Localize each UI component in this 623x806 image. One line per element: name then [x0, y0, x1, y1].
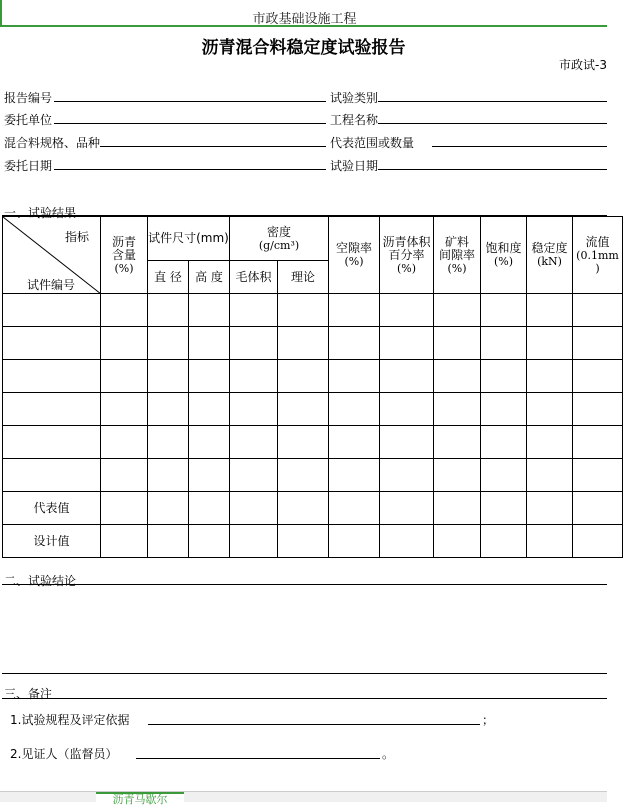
form-code: 市政试-3: [559, 58, 607, 72]
table-row: [3, 327, 623, 360]
design-row: [3, 525, 623, 558]
report-no-field[interactable]: [54, 101, 326, 102]
section2-rule: [2, 584, 607, 585]
mix-spec-label: 混合料规格、品种: [4, 136, 101, 150]
col-vma: 矿料 间隙率 (%): [434, 217, 481, 294]
scope-label: 代表范围或数量: [330, 136, 415, 150]
section2-heading: 二、试验结论: [4, 574, 77, 588]
project-header-bar: [0, 0, 607, 27]
client-field[interactable]: [54, 123, 326, 124]
entrust-date-label: 委托日期: [4, 159, 53, 173]
remark-item2-field[interactable]: [136, 758, 380, 759]
col-theoretical-density: 理论: [278, 261, 329, 294]
diagonal-header-cell: [3, 217, 101, 294]
remark-item2-end: 。: [382, 747, 395, 761]
sheet-tab-bar: [0, 791, 607, 806]
representative-row: [3, 492, 623, 525]
entrust-date-field[interactable]: [54, 169, 326, 170]
remark-item1-field[interactable]: [148, 724, 480, 725]
col-stability: 稳定度 (kN): [527, 217, 573, 294]
results-table: [2, 216, 623, 558]
col-saturation: 饱和度 (%): [481, 217, 527, 294]
section1-heading: 一、试验结果: [4, 206, 77, 220]
col-flow: 流值 (0.1mm ): [573, 217, 623, 294]
sheet-tab-active[interactable]: 沥青马歇尔: [96, 792, 184, 803]
table-row: [3, 459, 623, 492]
project-name-label: 工程名称: [330, 113, 379, 127]
col-asphalt-content: 沥青 含量 (%): [101, 217, 148, 294]
diag-bottom-label: 试件编号: [27, 278, 76, 292]
test-date-label: 试验日期: [330, 159, 379, 173]
col-vfa: 沥青体积 百分率 (%): [380, 217, 434, 294]
test-type-field[interactable]: [378, 101, 607, 102]
row-design-label: 设计值: [3, 525, 101, 558]
table-row: [3, 294, 623, 327]
diag-top-label: 指标: [65, 230, 90, 244]
project-name-field[interactable]: [378, 123, 607, 124]
remark-item1-end: ；: [482, 713, 495, 727]
test-date-field[interactable]: [378, 169, 607, 170]
mix-spec-field[interactable]: [100, 146, 326, 147]
section3-heading: 三、备注: [4, 687, 53, 701]
remark-item2-label: 2.见证人（监督员）: [10, 747, 118, 761]
table-row: [3, 360, 623, 393]
col-bulk-density: 毛体积: [230, 261, 278, 294]
client-label: 委托单位: [4, 113, 53, 127]
row-representative-label: 代表值: [3, 492, 101, 525]
remark-item1-label: 1.试验规程及评定依据: [10, 713, 130, 727]
project-name: 市政基础设施工程: [252, 12, 357, 27]
col-diameter: 直 径: [148, 261, 189, 294]
col-air-voids: 空隙率 (%): [329, 217, 380, 294]
section2-bottom-rule: [2, 673, 607, 674]
table-row: [3, 393, 623, 426]
report-no-label: 报告编号: [4, 91, 53, 105]
col-specimen-size: 试件尺寸(mm): [148, 217, 230, 261]
scope-field[interactable]: [432, 146, 607, 147]
section3-rule: [2, 698, 607, 699]
col-density: 密度 (g/cm³): [230, 217, 329, 261]
col-height: 高 度: [189, 261, 230, 294]
test-type-label: 试验类别: [330, 91, 379, 105]
report-title: 沥青混合料稳定度试验报告: [201, 38, 406, 58]
table-row: [3, 426, 623, 459]
